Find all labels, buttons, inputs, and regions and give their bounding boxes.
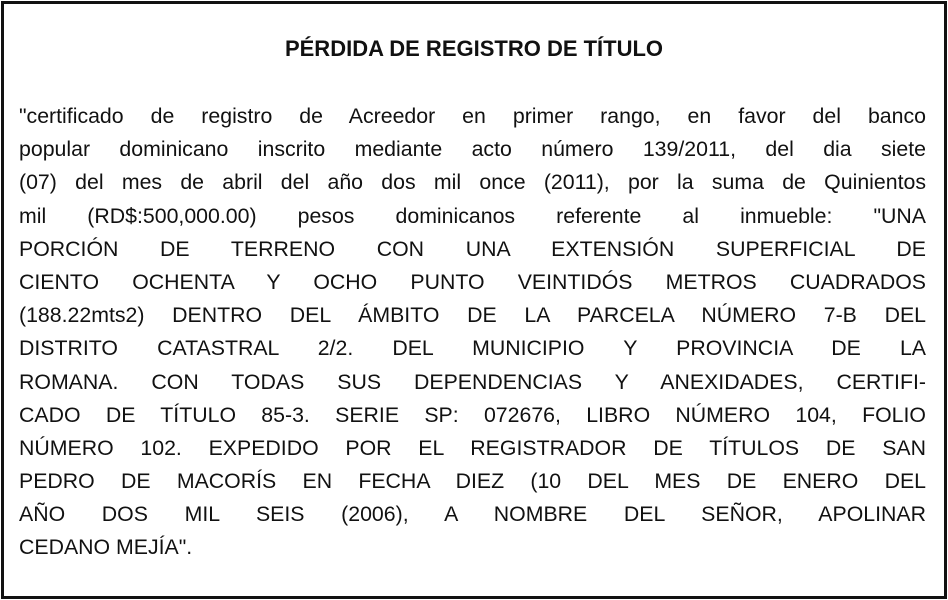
- notice-frame: [1, 1, 947, 599]
- notice-line: (07) del mes de abril del año dos mil once (2011), por la suma de Quinientos: [19, 170, 926, 195]
- notice-line: PORCIÓN DE TERRENO CON UNA EXTENSIÓN SUPERFICIAL DE: [19, 236, 926, 261]
- notice-line: mil (RD$:500,000.00) pesos dominicanos referente al inmueble: "UNA: [19, 203, 926, 228]
- notice-line: AÑO DOS MIL SEIS (2006), A NOMBRE DEL SEÑOR, APOLINAR: [19, 502, 926, 527]
- notice-line: "certificado de registro de Acreedor en primer rango, en favor del banco: [19, 104, 926, 128]
- notice-line: NÚMERO 102. EXPEDIDO POR EL REGISTRADOR DE TÍTULOS DE SAN: [19, 435, 926, 460]
- notice-line: (188.22mts2) DENTRO DEL ÁMBITO DE LA PARCELA NÚMERO 7-B DEL: [19, 303, 926, 328]
- notice-line: CADO DE TÍTULO 85-3. SERIE SP: 072676, LIBRO NÚMERO 104, FOLIO: [19, 402, 926, 427]
- notice-line: CEDANO MEJÍA".: [19, 535, 193, 560]
- notice-line: CIENTO OCHENTA Y OCHO PUNTO VEINTIDÓS METROS CUADRADOS: [19, 269, 926, 294]
- notice-title: PÉRDIDA DE REGISTRO DE TÍTULO: [284, 36, 664, 61]
- notice-line: popular dominicano inscrito mediante acto número 139/2011, del dia siete: [19, 137, 926, 162]
- notice-line: ROMANA. CON TODAS SUS DEPENDENCIAS Y ANEXIDADES, CERTIFI-: [19, 369, 926, 394]
- notice-line: DISTRITO CATASTRAL 2/2. DEL MUNICIPIO Y PROVINCIA DE LA: [19, 336, 926, 361]
- notice-body: [19, 100, 926, 565]
- notice-line: PEDRO DE MACORÍS EN FECHA DIEZ (10 DEL MES DE ENERO DEL: [19, 469, 926, 494]
